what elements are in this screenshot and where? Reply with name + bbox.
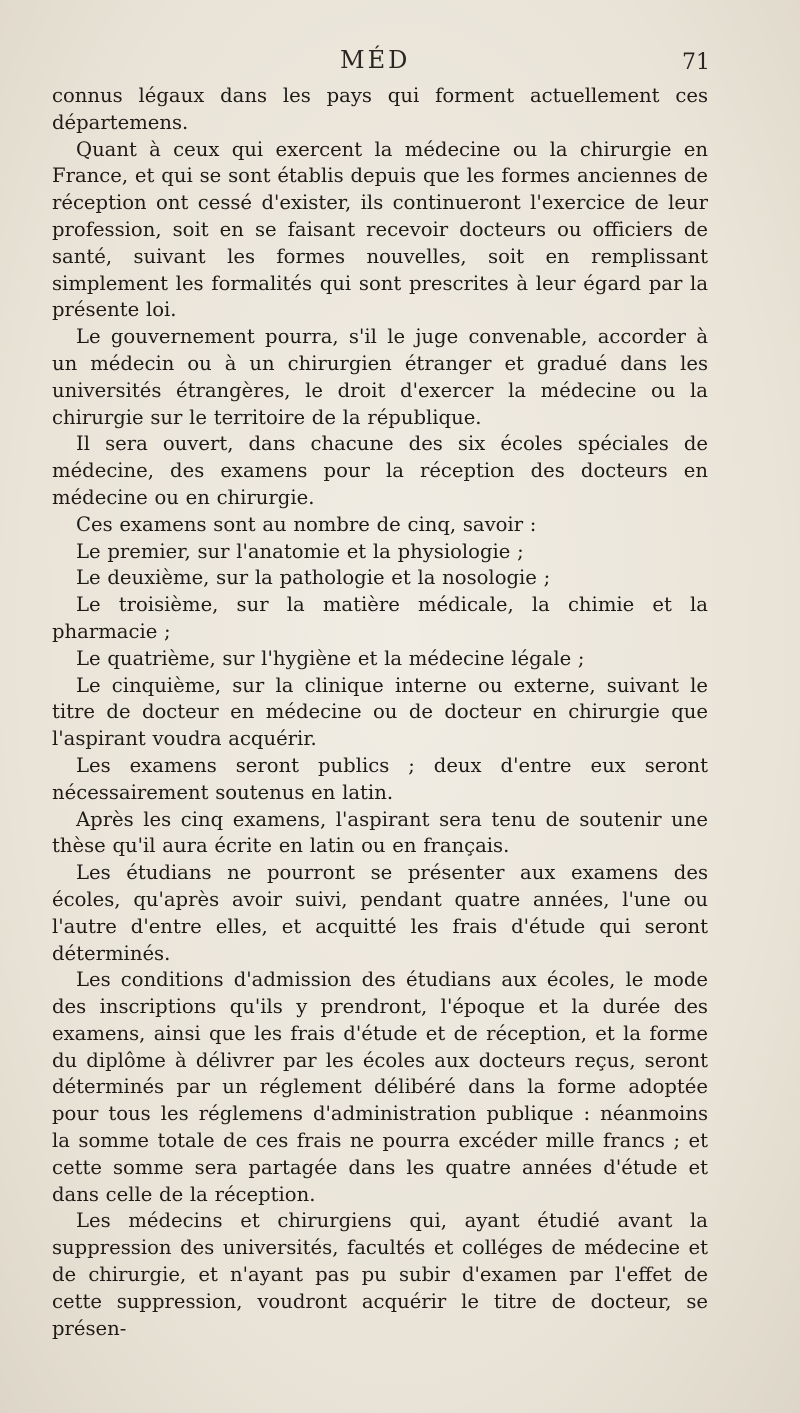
page-header [0,46,800,80]
paragraph: Quant à ceux qui exercent la médecine ou la chirurgie en France, et qui se sont établis depuis que les formes anciennes de réception ont cessé d'exister, ils continueront l'exercice de leur profession, soit en se faisant recevoir docteurs ou officiers de santé, suivant les formes nouvelles, soit en remplissant simplement les formalités qui sont prescrites à leur égard par la présente loi. [52,137,708,322]
paragraph: Il sera ouvert, dans chacune des six écoles spéciales de médecine, des examens pour la réception des docteurs en médecine ou en chirurgie. [52,432,708,509]
running-title: MÉD [340,46,411,74]
paragraph: Ces examens sont au nombre de cinq, savoir : [76,512,537,536]
page-body [52,83,708,1342]
paragraph: Après les cinq examens, l'aspirant sera tenu de soutenir une thèse qu'il aura écrite en latin ou en français. [52,807,708,858]
paragraph: Les étudians ne pourront se présenter aux examens des écoles, qu'après avoir suivi, pendant quatre années, l'une ou l'autre d'entre elles, et acquitté les frais d'étude qui seront déterminés. [52,861,708,965]
list-item: Le deuxième, sur la pathologie et la nosologie ; [76,566,551,590]
list-item: Le troisième, sur la matière médicale, la chimie et la pharmacie ; [52,593,708,643]
page-number: 71 [682,50,710,75]
list-item: Le premier, sur l'anatomie et la physiologie ; [76,539,524,563]
paragraph-continuation: connus légaux dans les pays qui forment actuellement ces départemens. [52,84,708,134]
list-item: Le cinquième, sur la clinique interne ou externe, suivant le titre de docteur en médecine ou de docteur en chirurgie que l'aspirant voudra acquérir. [52,673,708,751]
paragraph: Les médecins et chirurgiens qui, ayant étudié avant la suppression des universités, facultés et colléges de médecine et de chirurgie, et n'ayant pas pu subir d'examen par l'effet de cette suppression, voudront acquérir le titre de docteur, se présen- [52,1209,708,1340]
paragraph: Les conditions d'admission des étudians aux écoles, le mode des inscriptions qu'ils y prendront, l'époque et la durée des examens, ainsi que les frais d'étude et de réception, et la forme du diplôme à délivrer par les écoles aux docteurs reçus, seront déterminés par un réglement délibéré dans la forme adoptée pour tous les réglemens d'administration publique : néanmoins la somme totale de ces frais ne pourra excéder mille francs ; et cette somme sera partagée dans les quatre années d'étude et dans celle de la réception. [52,968,708,1206]
paragraph: Les examens seront publics ; deux d'entre eux seront nécessairement soutenus en latin. [52,753,708,804]
paragraph: Le gouvernement pourra, s'il le juge convenable, accorder à un médecin ou à un chirurgien étranger et gradué dans les universités étrangères, le droit d'exercer la médecine ou la chirurgie sur le territoire de la république. [52,325,708,429]
list-item: Le quatrième, sur l'hygiène et la médecine légale ; [76,646,585,670]
